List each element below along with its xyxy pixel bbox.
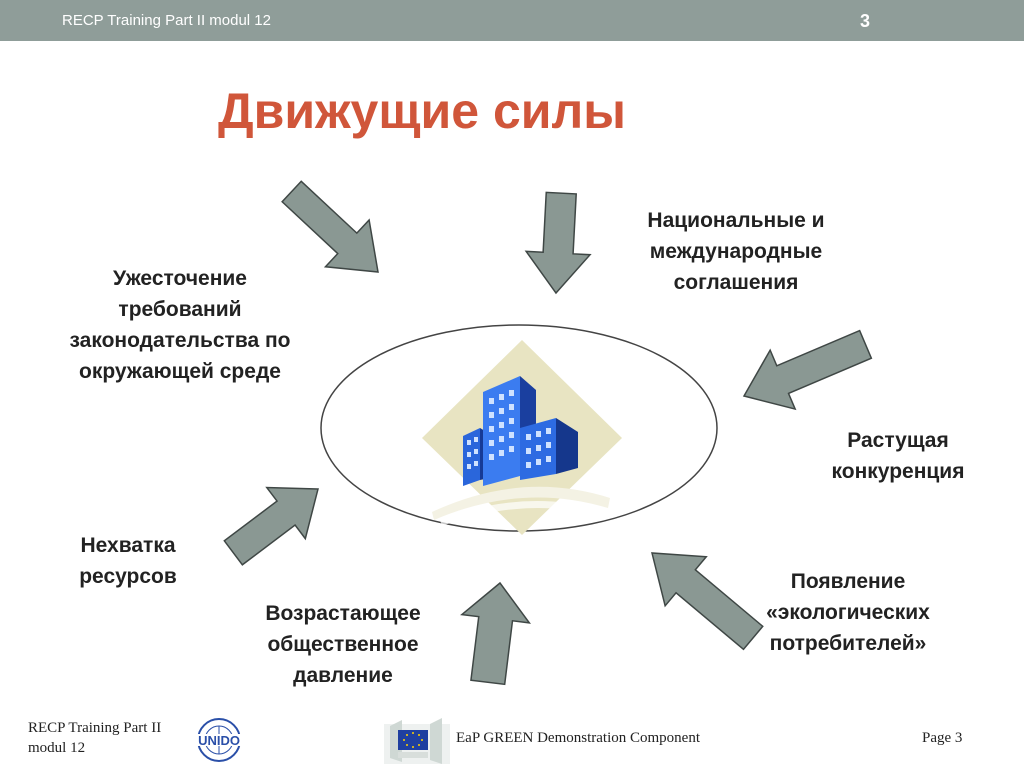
slide-title: Движущие силы (218, 83, 626, 139)
arrow-resources (214, 463, 337, 578)
footer-component: EaP GREEN Demonstration Component (456, 730, 700, 746)
arrow-agreements (524, 191, 593, 294)
unido-logo (197, 719, 241, 761)
driver-competition: Растущая конкуренция (831, 429, 965, 483)
unido-logo-text: UNIDO (198, 733, 240, 748)
arrow-public-pressure (454, 579, 534, 687)
driver-agreements: Национальные и международные соглашения (647, 209, 825, 294)
footer-page-number: Page 3 (922, 730, 963, 746)
arrow-competition (731, 315, 878, 425)
driver-public-pressure: Возрастающее общественное давление (265, 602, 421, 687)
driver-eco-consumers: Появление «экологических потребителей» (766, 570, 930, 655)
eu-logo (384, 718, 450, 764)
driver-legislation: Ужесточение требований законодательства по окружающей среде (69, 267, 291, 383)
footer-course: RECP Training Part II modul 12 (28, 720, 162, 756)
driver-resources: Нехватка ресурсов (79, 534, 177, 588)
header-slide-number: 3 (860, 11, 871, 31)
header-course-title: RECP Training Part II modul 12 (62, 12, 271, 29)
